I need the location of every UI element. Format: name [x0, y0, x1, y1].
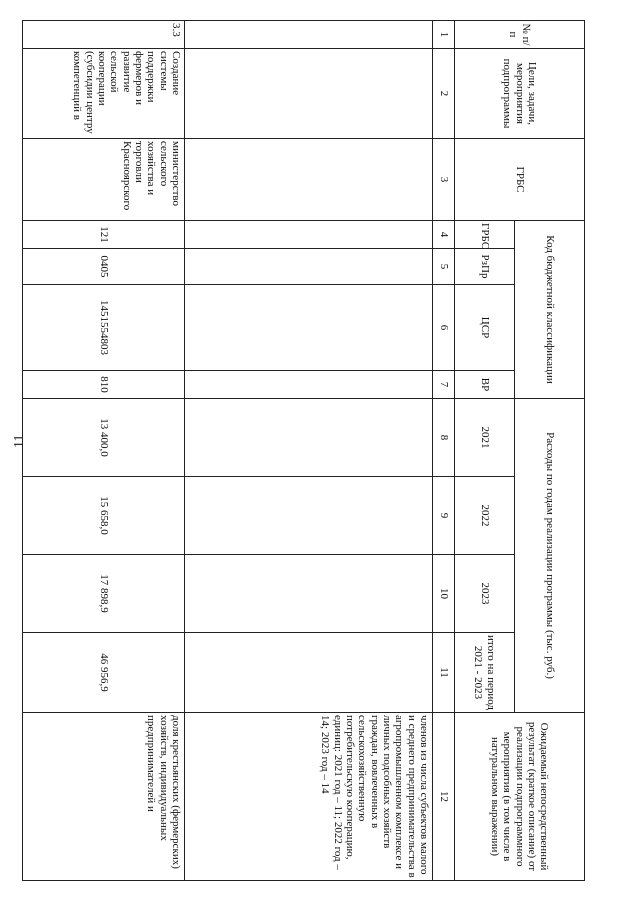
header-vr: ВР [455, 371, 515, 399]
column-number: 9 [433, 477, 455, 555]
header-rzpr: РзПр [455, 249, 515, 285]
column-number: 4 [433, 221, 455, 249]
header-2021: 2021 [455, 399, 515, 477]
header-num: № п/п [455, 21, 585, 49]
header-2023: 2023 [455, 555, 515, 633]
row-vr: 810 [23, 371, 185, 399]
row-csr: 1451554803 [23, 285, 185, 371]
row-2023: 17 898,9 [23, 555, 185, 633]
header-result: Ожидаемый непосредственный результат (краткое описание) от реализации подпрограммного мероприятия (в том числе в натуральном выражении) [455, 713, 585, 881]
header-2022: 2022 [455, 477, 515, 555]
row-2022: 15 658,0 [23, 477, 185, 555]
header-expenses-group: Расходы по годам реализации программы (тыс. руб.) [515, 399, 585, 713]
column-number: 12 [433, 713, 455, 881]
header-grbs-code: ГРБС [455, 221, 515, 249]
row-rzpr: 0405 [23, 249, 185, 285]
column-number: 3 [433, 139, 455, 221]
row-grbs: министерство сельского хозяйства и торговли Красноярского [23, 139, 185, 221]
column-number: 11 [433, 633, 455, 713]
row-result: доля крестьянских (фермерских) хозяйств, индивидуальных предпринимателей и [23, 713, 185, 881]
header-grbs: ГРБС [455, 139, 585, 221]
column-number: 5 [433, 249, 455, 285]
header-code-group: Код бюджетной классификации [515, 221, 585, 399]
column-number: 1 [433, 21, 455, 49]
column-number: 2 [433, 49, 455, 139]
result-continuation: членов из числа субъектов малого и среднего предпринимательства в агропромышленном комплексе и личных подсобных хозяйств граждан, вовлеченных в сельскохозяйственную потребительскую кооперацию, единиц: 2021 год – 11; 2022 год – 14; 2023 год – 14 [185, 713, 433, 881]
program-table [22, 20, 585, 881]
row-2021: 13 400,0 [23, 399, 185, 477]
row-total: 46 956,9 [23, 633, 185, 713]
rotated-page [15, 20, 585, 880]
header-total: итого на период 2021 - 2023 [455, 633, 515, 713]
table-row [185, 21, 433, 881]
header-goals: Цели, задачи, мероприятия подпрограммы [455, 49, 585, 139]
table-row [23, 21, 185, 881]
column-number: 8 [433, 399, 455, 477]
column-number: 10 [433, 555, 455, 633]
header-csr: ЦСР [455, 285, 515, 371]
column-number: 6 [433, 285, 455, 371]
column-number: 7 [433, 371, 455, 399]
column-numbers-row [433, 21, 455, 881]
row-grbs-code: 121 [23, 221, 185, 249]
row-goal: Создание системы поддержки фермеров и развитие сельской кооперации (субсидии центру компетенций в [23, 49, 185, 139]
page-number: 11 [12, 434, 27, 448]
row-num: 3.3 [23, 21, 185, 49]
